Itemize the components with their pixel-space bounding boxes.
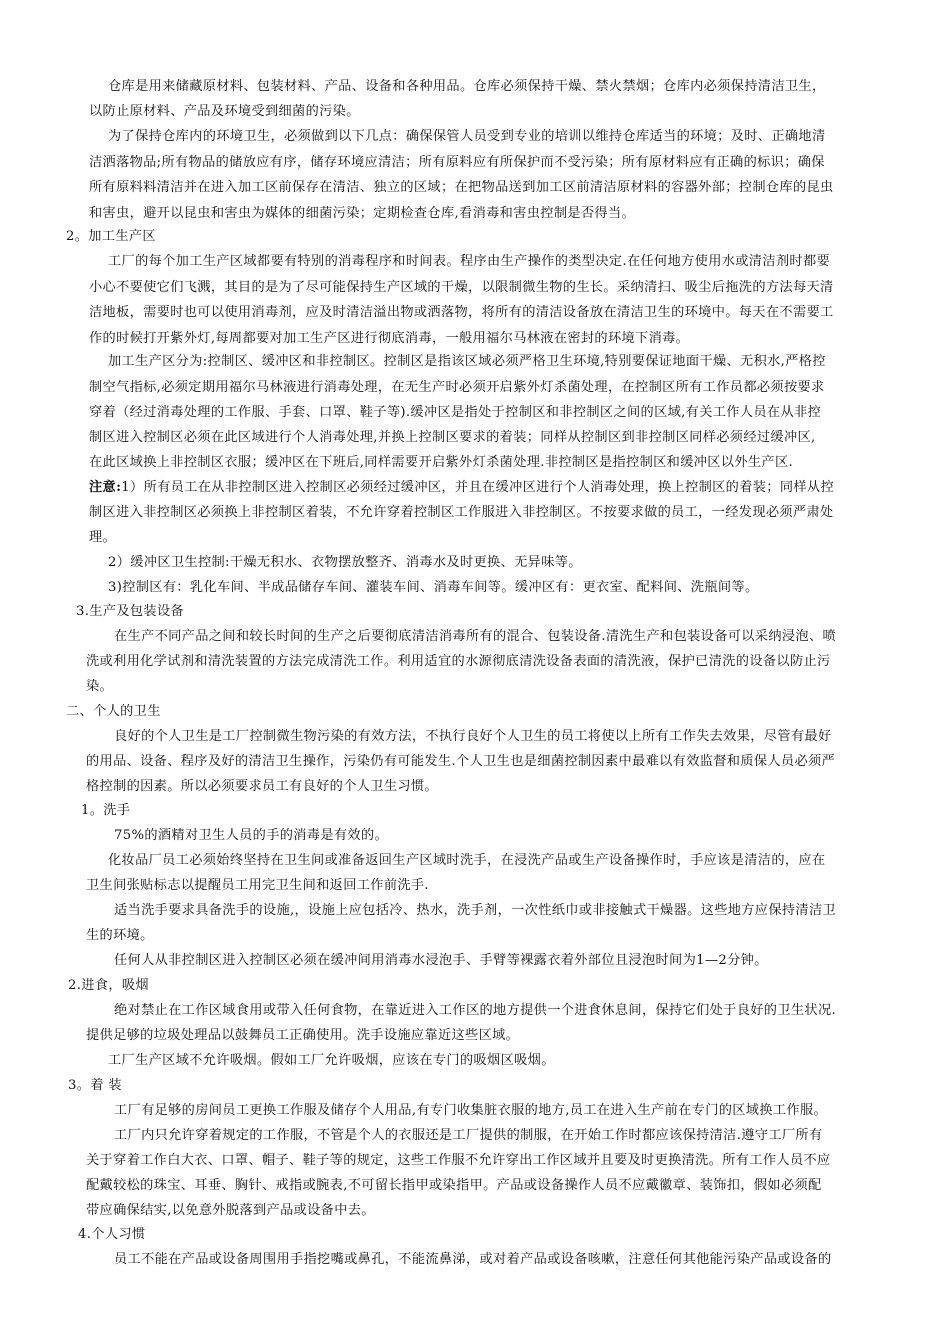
subsection-heading: 3。着 装 [68, 1078, 122, 1093]
text-line: 以防止原材料、产品及环境受到细菌的污染。 [89, 104, 360, 119]
text-line: 的用品、设备、程序及好的清洁卫生操作，污染仍有可能发生.个人卫生也是细菌控制因素中最难以有效监督和质保人员必须严 [86, 754, 836, 769]
subsection-heading: 4.个人习惯 [78, 1227, 146, 1242]
text-line: 格控制的因素。所以必须要求员工有良好的个人卫生习惯。 [86, 779, 438, 794]
text-line: 配戴较松的珠宝、耳垂、胸针、戒指或腕表,不可留长指甲或染指甲。产品或设备操作人员不应戴徽章、装饰扣，假如必须配 [86, 1178, 822, 1193]
text-line: 工厂内只允许穿着规定的工作服，不管是个人的衣服还是工厂提供的制服，在开始工作时都应该保持清洁.遵守工厂所有 [114, 1128, 823, 1143]
section-heading: 3.生产及包装设备 [76, 604, 185, 619]
text-line: 员工不能在产品或设备周围用手指挖嘴或鼻孔，不能流鼻涕，或对着产品或设备咳嗽，注意任何其他能污染产品或设备的 [114, 1252, 832, 1267]
section-heading: 2。加工生产区 [66, 229, 156, 244]
text-line: 2）缓冲区卫生控制:干燥无积水、衣物摆放整齐、消毒水及时更换、无异味等。 [108, 555, 582, 570]
text-line: 在生产不同产品之间和较长时间的生产之后要彻底清洁消毒所有的混合、包装设备.清洗生产和包装设备可以采纳浸泡、喷 [114, 629, 837, 644]
text-line: 所有原料料清洁并在进入加工区前保存在清洁、独立的区域；在把物品送到加工区前清洁原材料的容器外部；控制仓库的昆虫 [89, 180, 834, 195]
text-line: 染。 [86, 679, 114, 694]
text-line: 3)控制区有：乳化车间、半成品储存车间、灌装车间、消毒车间等。缓冲区有：更衣室、配料间、洗瓶间等。 [108, 580, 759, 595]
note-label: 注意: [89, 480, 122, 495]
text-line: 制区进入控制区必须在此区域进行个人消毒处理,并换上控制区要求的着装；同样从控制区到非控制区同样必须经过缓冲区, [89, 430, 816, 445]
text-line: 加工生产区分为:控制区、缓冲区和非控制区。控制区是指该区域必须严格卫生环境,特别要保证地面干燥、无积水,严格控 [108, 354, 826, 369]
text-line: 绝对禁止在工作区域食用或带入任何食物，在靠近进入工作区的地方提供一个进食休息间，保持它们处于良好的卫生状况. [114, 1003, 837, 1018]
text-line: 和害虫，避开以昆虫和害虫为媒体的细菌污染；定期检查仓库,看消毒和害虫控制是否得当。 [89, 206, 636, 221]
text-line: 穿着（经过消毒处理的工作服、手套、口罩、鞋子等).缓冲区是指处于控制区和非控制区之间的区域,有关工作人员在从非控 [89, 405, 822, 420]
text-line: 生的环境。 [86, 928, 154, 943]
text-line: 带应确保结实,以免意外脱落到产品或设备中去。 [86, 1203, 375, 1218]
text-line: 作的时候打开紫外灯,每周都要对加工生产区进行彻底消毒，一般用福尔马林液在密封的环境下消毒。 [89, 331, 690, 346]
text-line: 洁地板，需要时也可以使用消毒剂，应及时清洁溢出物或洒落物，将所有的清洁设备放在清洁卫生的环境中。每天在不需要工 [89, 305, 834, 320]
text-line: 化妆品厂员工必须始终坚持在卫生间或准备返回生产区域时洗手，在浸洗产品或生产设备操作时，手应该是清洁的，应在 [108, 853, 826, 868]
text-line: 75%的酒精对卫生人员的手的消毒是有效的。 [114, 828, 389, 843]
text-line: 关于穿着工作白大衣、口罩、帽子、鞋子等的规定，这些工作服不允许穿出工作区域并且要及时更换清洗。所有工作人员不应 [86, 1153, 831, 1168]
text-line: 仓库是用来储藏原材料、包装材料、产品、设备和各种用品。仓库必须保持干燥、禁火禁烟；仓库内必须保持清洁卫生， [108, 79, 826, 94]
text-line: 工厂生产区域不允许吸烟。假如工厂允许吸烟，应该在专门的吸烟区吸烟。 [108, 1053, 555, 1068]
subsection-heading: 1。洗手 [81, 803, 131, 818]
note-text: 1）所有员工在从非控制区进入控制区必须经过缓冲区，并且在缓冲区进行个人消毒处理，换上控制区的着装；同样从控 [121, 480, 834, 495]
section-heading: 二、个人的卫生 [66, 704, 161, 719]
text-line: 洁洒落物品;所有物品的储放应有序，储存环境应清洁；所有原料应有所保护而不受污染；所有原材料应有正确的标识；确保 [89, 155, 825, 170]
subsection-heading: 2.进食，吸烟 [68, 978, 149, 993]
text-line: 工厂有足够的房间员工更换工作服及储存个人用品,有专门收集脏衣服的地方,员工在进入生产前在专门的区域换工作服。 [114, 1103, 828, 1118]
text-line: 适当洗手要求具备洗手的设施,，设施上应包括冷、热水，洗手剂，一次性纸巾或非接触式干燥器。这些地方应保持清洁卫 [114, 903, 837, 918]
text-line: 在此区域换上非控制区衣服；缓冲区在下班后,同样需要开启紫外灯杀菌处理.非控制区是指控制区和缓冲区以外生产区. [89, 455, 794, 470]
text-line: 任何人从非控制区进入控制区必须在缓冲间用消毒水浸泡手、手臂等裸露衣着外部位且浸泡时间为1—2分钟。 [114, 953, 768, 968]
text-line: 工厂的每个加工生产区域都要有特别的消毒程序和时间表。程序由生产操作的类型决定.在任何地方使用水或清洁剂时都要 [108, 254, 831, 269]
text-line: 理。 [89, 530, 117, 545]
text-line: 提供足够的垃圾处理品以鼓舞员工正确使用。洗手设施应靠近这些区域。 [86, 1028, 520, 1043]
text-line: 良好的个人卫生是工厂控制微生物污染的有效方法，不执行良好个人卫生的员工将使以上所有工作失去效果，尽管有最好 [114, 729, 832, 744]
text-line: 为了保持仓库内的环境卫生，必须做到以下几点：确保保管人员受到专业的培训以维持仓库适当的环境；及时、正确地清 [108, 129, 826, 144]
text-line: 小心不要使它们飞溅，其目的是为了尽可能保持生产区域的干燥，以限制微生物的生长。采纳清扫、吸尘后拖洗的方法每天清 [89, 280, 834, 295]
note-line [89, 479, 834, 497]
text-line: 制区进入非控制区必须换上非控制区着装，不允许穿着控制区工作服进入非控制区。不按要求做的员工，一经发现必须严肃处 [89, 505, 834, 520]
text-line: 洗或利用化学试剂和清洗装置的方法完成清洗工作。利用适宜的水源彻底清洗设备表面的清洗液，保护已清洗的设备以防止污 [86, 654, 831, 669]
text-line: 制空气指标,必须定期用福尔马林液进行消毒处理，在无生产时必须开启紫外灯杀菌处理，在控制区所有工作员都必须按要求 [89, 380, 825, 395]
text-line: 卫生间张贴标志以提醒员工用完卫生间和返回工作前洗手. [86, 878, 429, 893]
